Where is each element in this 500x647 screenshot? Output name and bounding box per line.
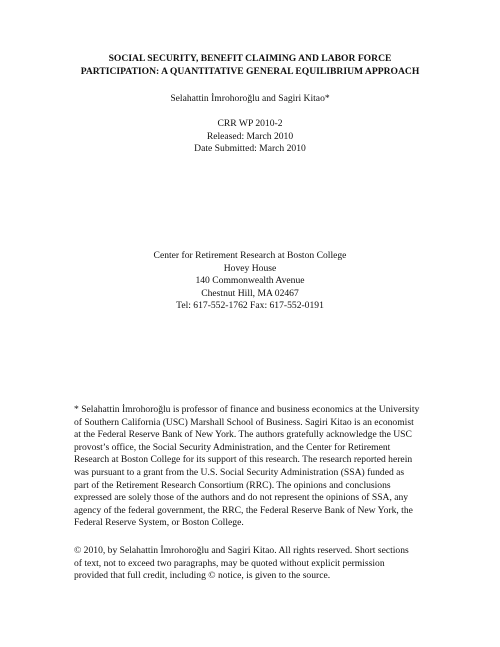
paper-title <box>40 53 460 78</box>
footnote-line: part of the Retirement Research Consortium (RRC). The opinions and conclusions <box>74 479 391 491</box>
footnote-line: provost’s office, the Social Security Administration, and the Center for Retirement <box>74 441 391 453</box>
footnote-line: of Southern California (USC) Marshall School of Business. Sagiri Kitao is an economist <box>74 416 414 428</box>
footnote-line: was pursuant to a grant from the U.S. Social Security Administration (SSA) funded as <box>74 466 405 478</box>
footnote-line: * Selahattin İmrohoroğlu is professor of finance and business economics at the University <box>74 404 420 415</box>
title-line-1: SOCIAL SECURITY, BENEFIT CLAIMING AND LABOR FORCE <box>108 53 392 64</box>
address-city: Chestnut Hill, MA 02467 <box>201 287 299 299</box>
submission-date: Date Submitted: March 2010 <box>194 143 306 155</box>
address-street: 140 Commonwealth Avenue <box>195 275 305 287</box>
title-line-2: PARTICIPATION: A QUANTITATIVE GENERAL EQUILIBRIUM APPROACH <box>80 65 420 77</box>
footnote-line: agency of the federal government, the RRC, the Federal Reserve Bank of New York, the <box>74 504 413 516</box>
address-org: Center for Retirement Research at Boston College <box>153 250 347 261</box>
author-footnote <box>74 404 419 530</box>
copyright-line: of text, not to exceed two paragraphs, may be quoted without explicit permission <box>74 557 385 569</box>
copyright-line: © 2010, by Selahattin İmrohoroğlu and Sagiri Kitao. All rights reserved. Short sections <box>74 545 409 556</box>
footnote-line: Federal Reserve System, or Boston College. <box>74 517 244 529</box>
copyright-notice <box>74 545 409 583</box>
copyright-line: provided that full credit, including © notice, is given to the source. <box>74 570 331 582</box>
footnote-line: at the Federal Reserve Bank of New York. The authors gratefully acknowledge the USC <box>74 429 412 441</box>
working-paper-number: CRR WP 2010-2 <box>217 118 283 129</box>
footnote-line: Research at Boston College for its support of this research. The research reported herein <box>74 454 413 466</box>
footnote-line: expressed are solely those of the authors and do not represent the opinions of SSA, any <box>74 492 409 504</box>
release-date: Released: March 2010 <box>206 130 294 142</box>
address-phone: Tel: 617-552-1762 Fax: 617-552-0191 <box>176 300 324 312</box>
address-building: Hovey House <box>223 262 277 274</box>
authors: Selahattin İmrohoroğlu and Sagiri Kitao* <box>170 93 330 104</box>
